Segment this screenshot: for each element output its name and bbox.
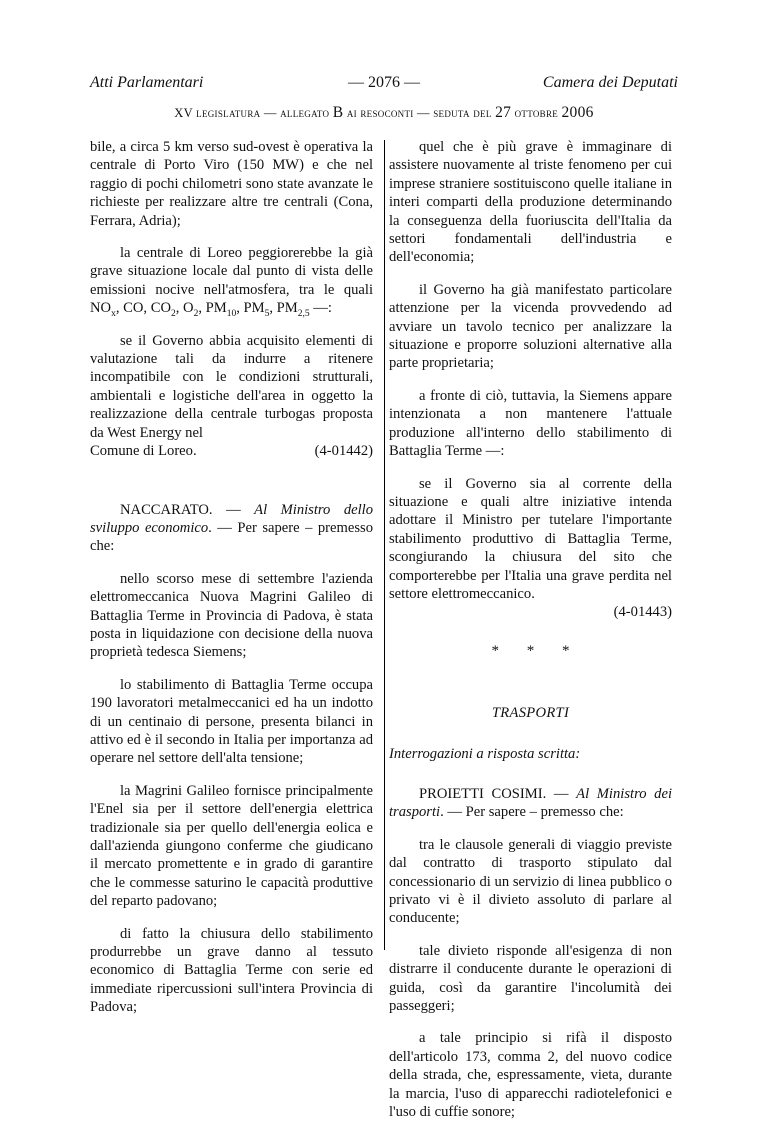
- right-paragraph-2: il Governo ha già manifestato particolare attenzione per la vicenda provvedendo ad avviare un tavolo tecnico per analizzare la situazione e proporre soluzioni alternative alla parte proprietaria;: [389, 281, 672, 372]
- left-paragraph-3-last: Comune di Loreo.: [90, 443, 197, 460]
- minister-addressee: Al Ministro dello sviluppo economico: [90, 501, 373, 536]
- header-left: Atti Parlamentari: [90, 74, 204, 91]
- left-paragraph-3: se il Governo abbia acquisito elementi di valutazione tali da indurre a ritenere incompatibile con le condizioni strutturali, ambientali e logistiche dell'area in oggetto la realizzazione della centrale turbogas proposta da West Energy nel: [90, 332, 373, 441]
- section-separator: * * *: [491, 642, 582, 659]
- question-code-4-01443: (4-01443): [613, 604, 672, 621]
- section-title-trasporti: TRASPORTI: [491, 705, 570, 722]
- session-mid: ai resoconti — seduta del: [346, 106, 492, 120]
- question-code-4-01442: (4-01442): [314, 443, 373, 460]
- right-paragraph-5: tra le clausole generali di viaggio previste dal contratto di trasporto stipulato dal concessionario di un servizio di linea pubblico o privato vi è il divieto assoluto di parlare al conducente;: [389, 836, 672, 927]
- left-paragraph-5: nello scorso mese di settembre l'azienda elettromeccanica Nuova Magrini Galileo di Battaglia Terme in Provincia di Padova, è stata posta in liquidazione con decisione della nuova proprietà tedesca Siemens;: [90, 570, 373, 661]
- session-month: ottobre: [514, 106, 559, 120]
- left-paragraph-8: di fatto la chiusura dello stabilimento produrrebbe un grave danno al tessuto economico di Battaglia Terme con serie ed immediate ripercussioni sull'intera Provincia di Padova;: [90, 925, 373, 1016]
- left-paragraph-2: la centrale di Loreo peggiorerebbe la già grave situazione locale dal punto di vista delle emissioni nocive nell'atmosfera, tra le quali $NO_x$, CO, $CO_2$, $O_2$, $PM_{10}$, $PM_5$, $PM_{2,5}$ —:: [90, 245, 373, 320]
- session-letter: B: [332, 104, 344, 121]
- left-column: [90, 138, 373, 1017]
- deputy-name: NACCARATO.: [120, 501, 213, 518]
- session-pre: XV legislatura — allegato: [174, 106, 330, 120]
- column-divider: [384, 140, 385, 950]
- naccarato-question-intro: NACCARATO. — Al Ministro dello sviluppo economico. — Per sapere – premesso che:: [90, 501, 373, 555]
- session-year: 2006: [561, 104, 594, 121]
- header-right: Camera dei Deputati: [542, 74, 678, 91]
- right-column: [389, 138, 672, 1121]
- right-paragraph-6: tale divieto risponde all'esigenza di non distrarre il conducente durante le operazioni di guida, così da garantire l'incolumità dei passeggeri;: [389, 942, 672, 1015]
- proietti-question-intro: PROIETTI COSIMI. — Al Ministro dei trasporti. — Per sapere – premesso che:: [389, 785, 672, 821]
- page-header: [90, 74, 678, 96]
- left-paragraph-3-end: [90, 442, 373, 460]
- right-paragraph-7: a tale principio si rifà il disposto dell'articolo 173, comma 2, del nuovo codice della strada, che, espressamente, vieta, durante la marcia, l'uso di apparecchi radiotelefonici e l'uso di cuffie sonore;: [389, 1030, 672, 1121]
- left-paragraph-7: la Magrini Galileo fornisce principalmente l'Enel sia per il settore dell'energia elettrica tradizionale sia per quello dell'energia eolica e dall'azienda giungono conferme che giudicano il mercato promettente e in grado di garantire che le commesse saturino le capacità produttive del reparto padovano;: [90, 782, 373, 910]
- right-paragraph-3: a fronte di ciò, tuttavia, la Siemens appare intenzionata a non mantenere l'attuale produzione all'interno dello stabilimento di Battaglia Terme —:: [389, 387, 672, 460]
- session-line: [90, 104, 678, 122]
- page-number: — 2076 —: [348, 74, 420, 91]
- left-paragraph-6: lo stabilimento di Battaglia Terme occupa 190 lavoratori metalmeccanici ed ha un indotto di un centinaio di persone, presenta bilanci in attivo ed è il secondo in Italia per importanza ad operare nel settore dell'alta tensione;: [90, 676, 373, 767]
- right-paragraph-4: se il Governo sia al corrente della situazione e quali altre iniziative intenda adottare il Ministro per tutelare l'importante stabilimento produttivo di Battaglia Terme, scongiurando la chiusura del sito che comporterebbe per l'Italia una grave perdita nel settore elettromeccanico.: [389, 475, 672, 602]
- right-paragraph-1: quel che è più grave è immaginare di assistere nuovamente al triste fenomeno per cui imprese straniere sostituiscono quelle italiane in interi comparti della produzione determinando la conseguenza della fuoriuscita dell'Italia da settori fondamentali dell'industria e dell'economia;: [389, 139, 672, 266]
- session-day: 27: [495, 104, 512, 121]
- interrogazioni-heading: Interrogazioni a risposta scritta:: [389, 745, 581, 762]
- left-paragraph-1: bile, a circa 5 km verso sud-ovest è operativa la centrale di Porto Viro (150 MW) e che nel raggio di pochi chilometri sono state avanzate le richieste per realizzare altre tre centrali (Cona, Ferrara, Adria);: [90, 139, 373, 229]
- minister-addressee-trasporti: Al Ministro dei trasporti: [389, 785, 672, 821]
- deputy-name-proietti: PROIETTI COSIMI.: [419, 785, 547, 802]
